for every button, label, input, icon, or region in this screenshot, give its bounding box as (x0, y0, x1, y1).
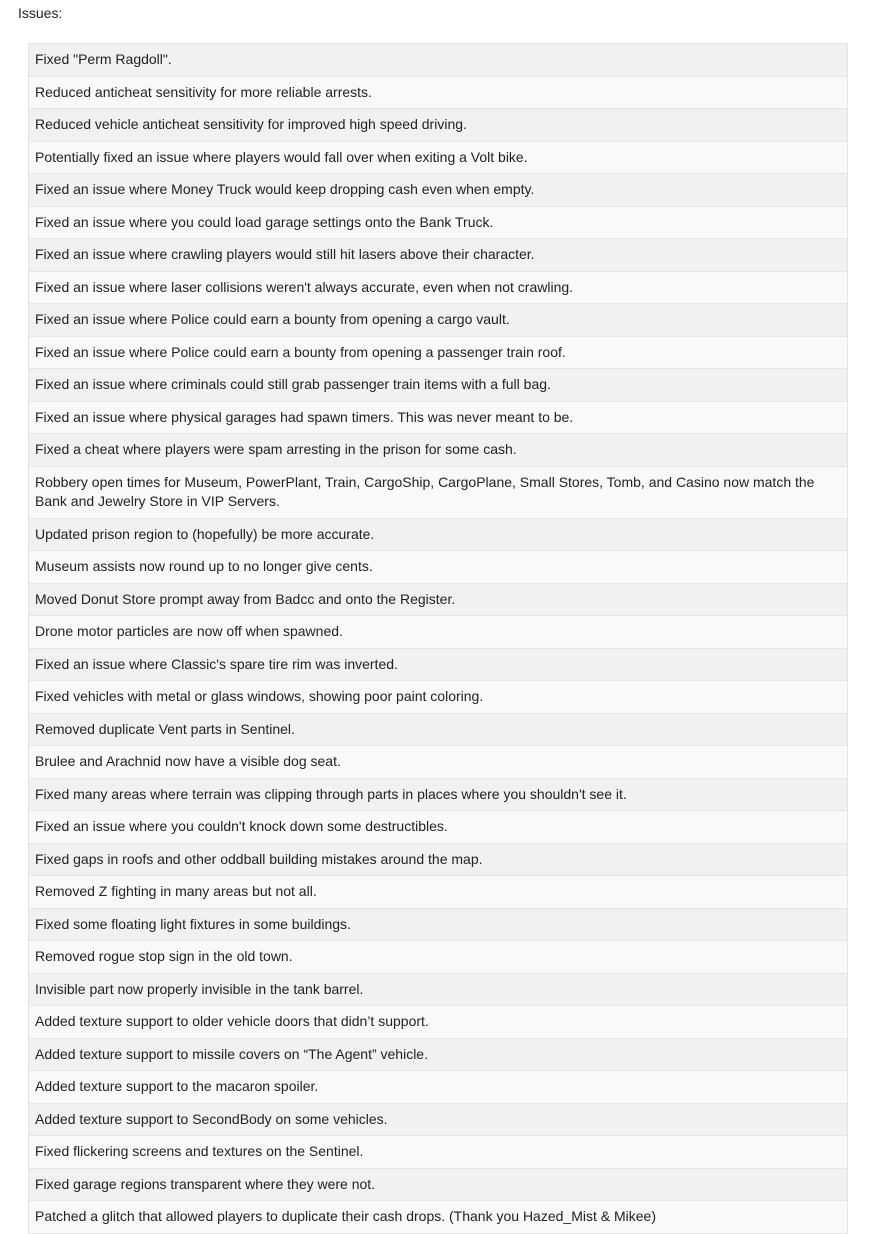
issue-row: Reduced vehicle anticheat sensitivity for improved high speed driving. (29, 108, 847, 141)
issue-row: Invisible part now properly invisible in the tank barrel. (29, 973, 847, 1006)
issue-row: Fixed "Perm Ragdoll". (29, 44, 847, 76)
issue-row: Fixed an issue where physical garages had spawn timers. This was never meant to be. (29, 401, 847, 434)
issue-row: Fixed gaps in roofs and other oddball building mistakes around the map. (29, 843, 847, 876)
issue-row: Fixed a cheat where players were spam arresting in the prison for some cash. (29, 433, 847, 466)
issue-row: Added texture support to older vehicle doors that didn’t support. (29, 1005, 847, 1038)
issue-row: Added texture support to the macaron spoiler. (29, 1070, 847, 1103)
issue-row: Fixed an issue where crawling players would still hit lasers above their character. (29, 238, 847, 271)
issue-row: Added texture support to SecondBody on some vehicles. (29, 1103, 847, 1136)
issue-row: Removed duplicate Vent parts in Sentinel. (29, 713, 847, 746)
issue-row: Reduced anticheat sensitivity for more reliable arrests. (29, 76, 847, 109)
issue-row: Updated prison region to (hopefully) be more accurate. (29, 518, 847, 551)
issue-row: Fixed flickering screens and textures on the Sentinel. (29, 1135, 847, 1168)
issue-row: Fixed an issue where criminals could still grab passenger train items with a full bag. (29, 368, 847, 401)
issue-row: Fixed an issue where laser collisions weren't always accurate, even when not crawling. (29, 271, 847, 304)
issue-row: Robbery open times for Museum, PowerPlant, Train, CargoShip, CargoPlane, Small Stores, Tomb, and Casino now match the Bank and Jewelry Store in VIP Servers. (29, 466, 847, 518)
issue-row: Museum assists now round up to no longer give cents. (29, 550, 847, 583)
issue-row: Fixed vehicles with metal or glass windows, showing poor paint coloring. (29, 680, 847, 713)
issue-row: Fixed an issue where you couldn't knock down some destructibles. (29, 810, 847, 843)
issue-list (28, 43, 848, 1234)
issue-row: Added texture support to missile covers on “The Agent” vehicle. (29, 1038, 847, 1071)
issue-row: Patched a glitch that allowed players to duplicate their cash drops. (Thank you Hazed_Mist & Mikee) (29, 1200, 847, 1233)
issue-row: Fixed many areas where terrain was clipping through parts in places where you shouldn't see it. (29, 778, 847, 811)
issue-row: Moved Donut Store prompt away from Badcc and onto the Register. (29, 583, 847, 616)
issue-row: Fixed some floating light fixtures in some buildings. (29, 908, 847, 941)
issue-row: Brulee and Arachnid now have a visible dog seat. (29, 745, 847, 778)
issue-row: Fixed an issue where Police could earn a bounty from opening a cargo vault. (29, 303, 847, 336)
issue-row: Fixed an issue where Classic's spare tire rim was inverted. (29, 648, 847, 681)
issue-row: Potentially fixed an issue where players would fall over when exiting a Volt bike. (29, 141, 847, 174)
issue-row: Removed Z fighting in many areas but not all. (29, 875, 847, 908)
issue-row: Fixed garage regions transparent where they were not. (29, 1168, 847, 1201)
issue-row: Fixed an issue where you could load garage settings onto the Bank Truck. (29, 206, 847, 239)
issue-row: Fixed an issue where Police could earn a bounty from opening a passenger train roof. (29, 336, 847, 369)
issue-row: Drone motor particles are now off when spawned. (29, 615, 847, 648)
issues-heading: Issues: (18, 5, 63, 21)
issue-row: Removed rogue stop sign in the old town. (29, 940, 847, 973)
issue-row: Fixed an issue where Money Truck would keep dropping cash even when empty. (29, 173, 847, 206)
